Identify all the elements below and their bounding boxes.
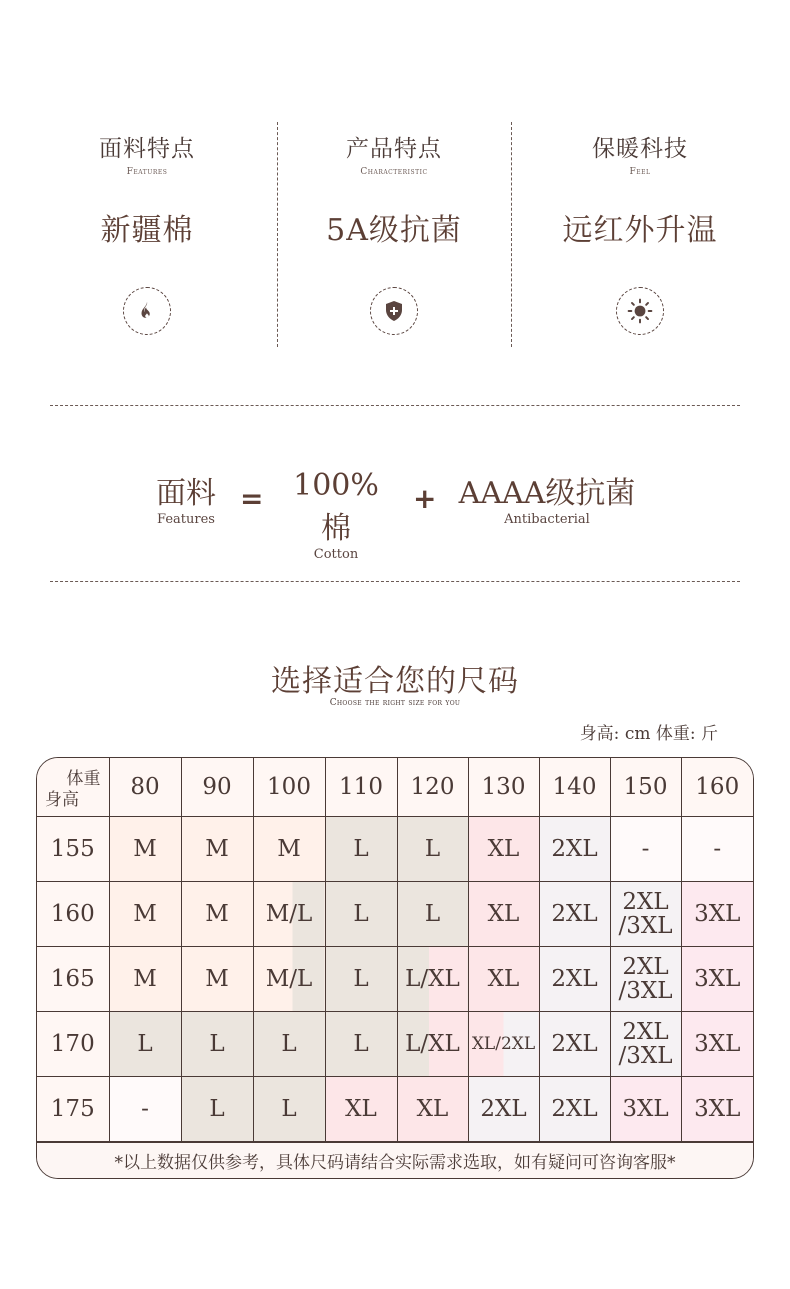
size-cell: M <box>109 882 181 947</box>
size-cell: L <box>181 1077 253 1142</box>
size-cell: L <box>325 1012 397 1077</box>
sun-icon <box>616 287 664 335</box>
height-header: 155 <box>37 817 109 882</box>
formula-term-fabric <box>150 468 222 527</box>
weight-header: 110 <box>325 758 397 817</box>
size-cell: M/L <box>253 947 325 1012</box>
size-cell: L <box>325 817 397 882</box>
size-cell: 3XL <box>681 947 753 1012</box>
size-section-subtitle: Choose the right size for you <box>329 698 461 708</box>
size-cell: L <box>109 1012 181 1077</box>
feature-subtitle: Features <box>126 167 168 177</box>
size-cell: XL <box>468 817 539 882</box>
formula-term-antibacterial <box>456 468 638 527</box>
weight-header: 140 <box>539 758 610 817</box>
size-cell: M <box>109 817 181 882</box>
feature-product <box>284 120 504 335</box>
size-cell: M <box>181 882 253 947</box>
size-cell: XL <box>397 1077 468 1142</box>
table-header-row <box>37 758 753 817</box>
size-cell: XL <box>325 1077 397 1142</box>
feature-title: 面料特点 <box>99 136 195 162</box>
size-cell: 3XL <box>610 1077 681 1142</box>
feature-subtitle: Characteristic <box>360 167 428 177</box>
size-cell: 3XL <box>681 1077 753 1142</box>
size-cell: - <box>610 817 681 882</box>
size-cell: L <box>397 882 468 947</box>
fabric-formula <box>0 468 790 562</box>
table-row <box>37 1012 753 1077</box>
formula-term-main: AAAA级抗菌 <box>458 476 636 511</box>
formula-term-en: Features <box>157 512 215 527</box>
formula-term-main: 100%棉 <box>293 468 379 546</box>
formula-term-main: 面料 <box>156 476 216 511</box>
weight-header: 150 <box>610 758 681 817</box>
size-cell: 3XL <box>681 1012 753 1077</box>
divider-horizontal-top <box>50 405 740 406</box>
size-cell: L <box>253 1012 325 1077</box>
weight-header: 120 <box>397 758 468 817</box>
size-grid <box>37 758 753 1142</box>
feature-title: 产品特点 <box>346 136 442 162</box>
divider-horizontal-bottom <box>50 581 740 582</box>
size-cell: L <box>397 817 468 882</box>
flame-icon <box>123 287 171 335</box>
size-cell: 2XL <box>468 1077 539 1142</box>
size-cell: 2XL /3XL <box>610 882 681 947</box>
size-cell: XL/2XL <box>468 1012 539 1077</box>
size-cell: 3XL <box>681 882 753 947</box>
weight-header: 160 <box>681 758 753 817</box>
weight-header: 90 <box>181 758 253 817</box>
size-note: *以上数据仅供参考，具体尺码请结合实际需求选取，如有疑问可咨询客服* <box>37 1142 753 1179</box>
size-cell: M <box>181 947 253 1012</box>
size-cell: M/L <box>253 882 325 947</box>
feature-fabric <box>37 120 257 335</box>
feature-value: 新疆棉 <box>100 213 194 248</box>
table-row <box>37 817 753 882</box>
plus-sign: + <box>413 482 437 515</box>
table-row <box>37 1077 753 1142</box>
equals-sign: = <box>240 482 264 515</box>
size-cell: L <box>181 1012 253 1077</box>
feature-value: 远红外升温 <box>562 213 718 248</box>
formula-term-cotton <box>280 468 392 562</box>
size-cell: 2XL <box>539 817 610 882</box>
table-row <box>37 882 753 947</box>
size-cell: M <box>253 817 325 882</box>
size-cell: M <box>109 947 181 1012</box>
table-row <box>37 947 753 1012</box>
size-cell: L/XL <box>397 947 468 1012</box>
weight-header: 80 <box>109 758 181 817</box>
feature-value: 5A级抗菌 <box>326 213 462 248</box>
units-label: 身高: cm 体重: 斤 <box>579 724 718 744</box>
height-header: 165 <box>37 947 109 1012</box>
corner-height-label: 身高 <box>45 790 79 810</box>
corner-weight-label: 体重 <box>66 769 101 789</box>
formula-term-en: Cotton <box>313 547 359 562</box>
size-section-title: 选择适合您的尺码 <box>271 664 519 699</box>
size-cell: M <box>181 817 253 882</box>
weight-header: 100 <box>253 758 325 817</box>
table-corner <box>37 758 109 817</box>
weight-header: 130 <box>468 758 539 817</box>
formula-term-en: Antibacterial <box>504 512 590 527</box>
size-cell: 2XL <box>539 882 610 947</box>
divider-vertical-1 <box>277 122 278 347</box>
feature-subtitle: Feel <box>629 167 651 177</box>
height-header: 170 <box>37 1012 109 1077</box>
size-cell: L <box>325 947 397 1012</box>
size-cell: 2XL /3XL <box>610 947 681 1012</box>
size-cell: L/XL <box>397 1012 468 1077</box>
height-header: 175 <box>37 1077 109 1142</box>
feature-warmth <box>530 120 750 335</box>
size-cell: 2XL <box>539 1077 610 1142</box>
size-cell: XL <box>468 947 539 1012</box>
size-cell: L <box>253 1077 325 1142</box>
size-cell: 2XL <box>539 1012 610 1077</box>
size-cell: - <box>109 1077 181 1142</box>
shield-plus-icon <box>370 287 418 335</box>
height-header: 160 <box>37 882 109 947</box>
size-cell: 2XL <box>539 947 610 1012</box>
size-cell: - <box>681 817 753 882</box>
size-cell: L <box>325 882 397 947</box>
size-cell: 2XL /3XL <box>610 1012 681 1077</box>
divider-vertical-2 <box>511 122 512 347</box>
feature-title: 保暖科技 <box>592 136 688 162</box>
size-table <box>36 757 754 1179</box>
size-cell: XL <box>468 882 539 947</box>
